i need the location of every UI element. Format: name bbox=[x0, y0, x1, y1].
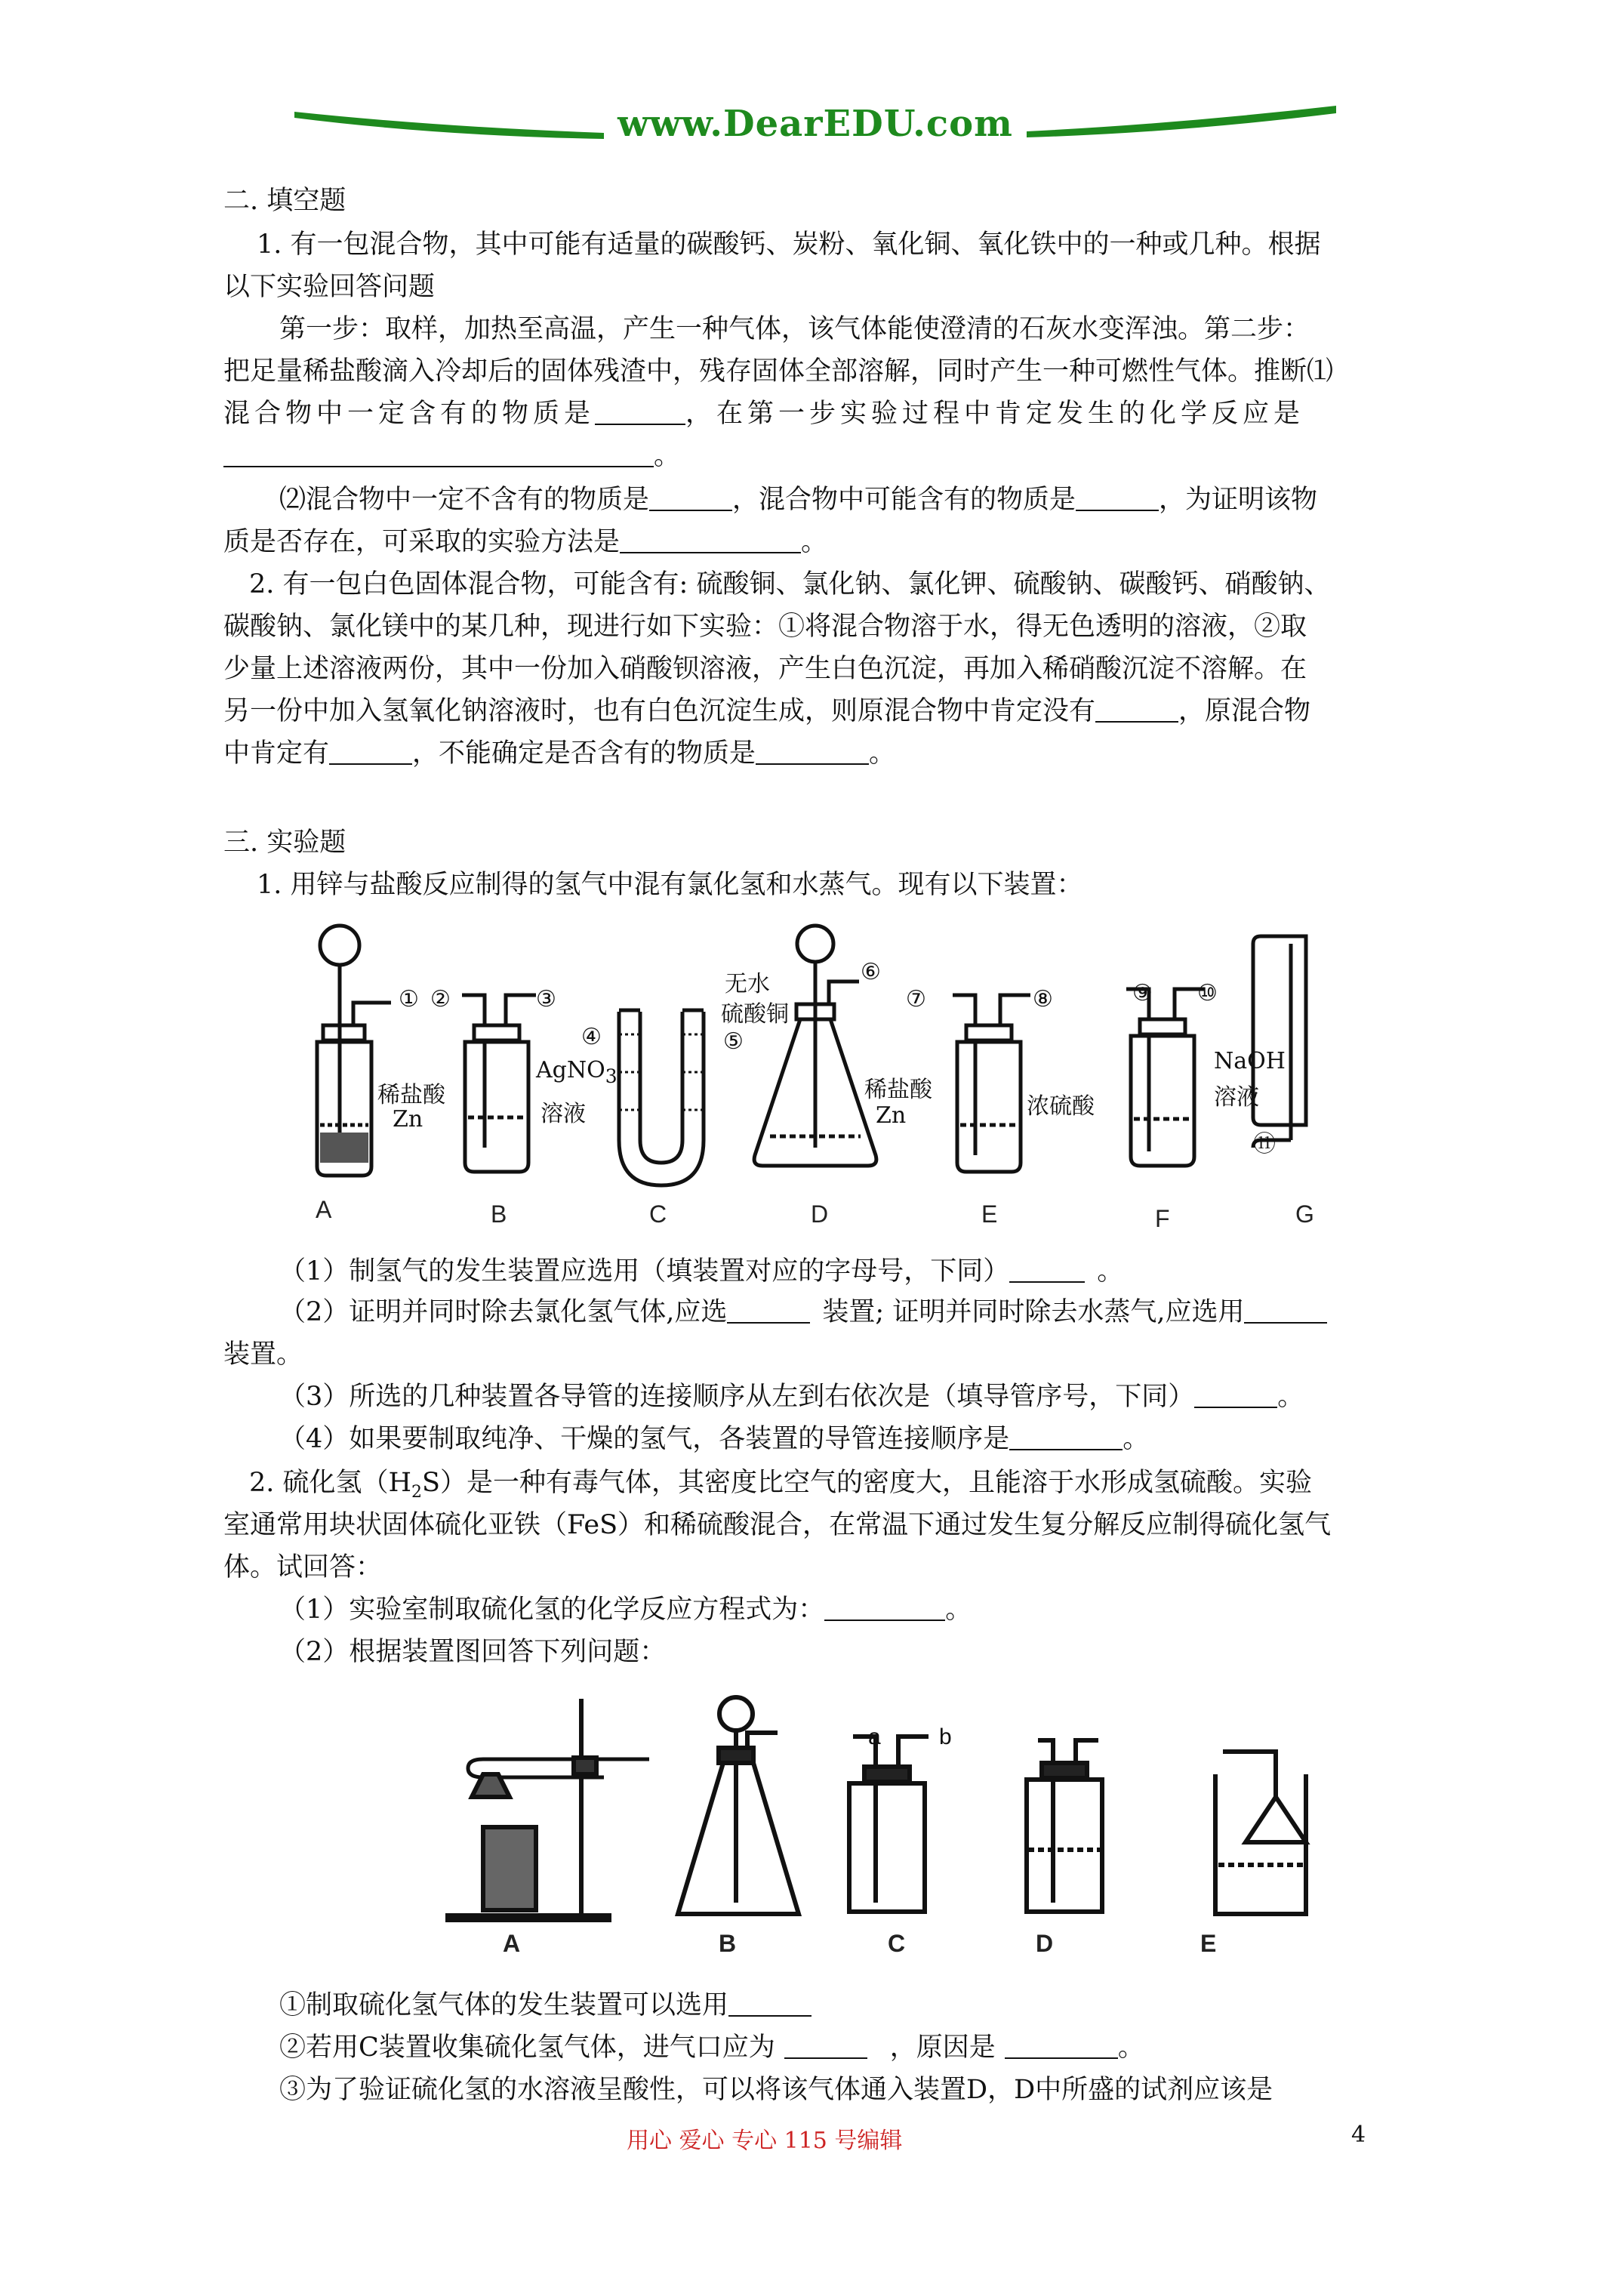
text: 2. 硫化氢（H bbox=[249, 1468, 412, 1498]
q3-2-line: 室通常用块状固体硫化亚铁（FeS）和稀硫酸混合，在常温下通过发生复分解反应制得硫化氢气 bbox=[223, 1510, 1332, 1540]
q2-1-line bbox=[223, 439, 680, 473]
q3-2-line bbox=[249, 1466, 1312, 1509]
q3-2-sub: （2）根据装置图回答下列问题： bbox=[279, 1637, 667, 1667]
answer-blank[interactable] bbox=[1095, 698, 1178, 723]
apparatus-label: B bbox=[719, 1930, 737, 1957]
q2-1-line: 1. 有一包混合物，其中可能有适量的碳酸钙、炭粉、氧化铜、氧化铁中的一种或几种。根据 bbox=[257, 230, 1321, 260]
section-title: 二. 填空题 bbox=[223, 186, 346, 216]
apparatus-b-icon bbox=[462, 995, 536, 1172]
q2-1-line: 以下实验回答问题 bbox=[223, 272, 436, 302]
apparatus-label: B bbox=[491, 1200, 507, 1228]
label-conc-sulfuric: 浓硫酸 bbox=[1027, 1093, 1095, 1120]
q3-1-sub bbox=[279, 1296, 1327, 1329]
text: 。 bbox=[869, 738, 896, 769]
q2-1-line bbox=[223, 397, 1304, 430]
port-6: ⑥ bbox=[861, 959, 881, 985]
q3-1-sub bbox=[279, 1380, 1304, 1413]
text: 2 bbox=[411, 1483, 423, 1502]
apparatus-f-icon bbox=[1126, 989, 1205, 1166]
answer-blank[interactable] bbox=[649, 487, 732, 511]
q2-2-line bbox=[223, 695, 1310, 728]
text: ，在第一步实验过程中肯定发生的化学反应是 bbox=[685, 399, 1305, 429]
port-9: ⑨ bbox=[1132, 980, 1153, 1006]
q3-1-sub bbox=[279, 1422, 1149, 1456]
text: ，原因是 bbox=[889, 2032, 996, 2063]
answer-blank[interactable] bbox=[1076, 487, 1159, 511]
port-10: ⑩ bbox=[1197, 980, 1218, 1006]
port-3: ③ bbox=[536, 986, 556, 1012]
site-logo bbox=[287, 97, 1344, 149]
q2-1-line: 第一步：取样，加热至高温，产生一种气体，该气体能使澄清的石灰水变浑浊。第二步： bbox=[279, 314, 1310, 344]
text: ，混合物中可能含有的物质是 bbox=[732, 485, 1076, 515]
q3-2-line: 体。试回答： bbox=[223, 1552, 383, 1583]
text: 装置; 证明并同时除去水蒸气,应选用 bbox=[822, 1297, 1245, 1327]
apparatus-label: C bbox=[649, 1200, 667, 1228]
label-zn: Zn bbox=[393, 1106, 423, 1133]
text: 。 bbox=[1123, 1424, 1150, 1454]
label-dilute-hcl: 稀盐酸 bbox=[377, 1082, 445, 1108]
q3-1-sub bbox=[279, 1255, 1123, 1288]
apparatus-label: E bbox=[981, 1200, 998, 1228]
text: 质是否存在，可采取的实验方法是 bbox=[223, 527, 621, 557]
answer-blank[interactable] bbox=[1194, 1384, 1277, 1408]
apparatus-a-icon bbox=[317, 926, 391, 1176]
label-zn: Zn bbox=[876, 1102, 907, 1129]
apparatus-label: E bbox=[1200, 1930, 1217, 1957]
apparatus-label: D bbox=[811, 1200, 829, 1228]
text: 。 bbox=[801, 527, 828, 557]
q2-2-line: 少量上述溶液两份，其中一份加入硝酸钡溶液，产生白色沉淀，再加入稀硝酸沉淀不溶解。在 bbox=[223, 654, 1307, 684]
apparatus-d-bottle-icon bbox=[1027, 1740, 1102, 1912]
q3-2-item bbox=[279, 2031, 1144, 2064]
label-agno3 bbox=[536, 1057, 617, 1087]
port-2: ② bbox=[430, 986, 451, 1012]
label-naoh: NaOH bbox=[1214, 1048, 1286, 1074]
apparatus-c-u-tube-icon bbox=[619, 1010, 704, 1185]
port-a: a bbox=[868, 1724, 881, 1749]
answer-blank[interactable] bbox=[595, 401, 685, 425]
text: 另一份中加入氢氧化钠溶液时，也有白色沉淀生成，则原混合物中肯定没有 bbox=[223, 696, 1096, 726]
text: ①制取硫化氢气体的发生装置可以选用 bbox=[279, 1990, 729, 2020]
q2-1-line bbox=[223, 525, 827, 559]
apparatus-label: A bbox=[316, 1196, 332, 1223]
q2-2-line: 2. 有一包白色固体混合物，可能含有: 硫酸铜、氯化钠、氯化钾、硫酸钠、碳酸钙、硝酸钠、 bbox=[249, 569, 1331, 599]
answer-blank[interactable] bbox=[1009, 1426, 1123, 1450]
port-8: ⑧ bbox=[1033, 986, 1053, 1012]
port-b: b bbox=[939, 1724, 952, 1749]
apparatus-label: G bbox=[1295, 1200, 1314, 1228]
label-dilute-hcl: 稀盐酸 bbox=[864, 1077, 932, 1103]
text: （3）所选的几种装置各导管的连接顺序从左到右依次是（填导管序号，下同） bbox=[279, 1382, 1195, 1412]
apparatus-diagram-2 bbox=[438, 1691, 1404, 1978]
footer-slogan: 用心 爱心 专心 115 号编辑 bbox=[627, 2128, 903, 2154]
text: ，不能确定是否含有的物质是 bbox=[412, 738, 756, 769]
text: 3 bbox=[605, 1065, 617, 1087]
answer-blank[interactable] bbox=[329, 741, 412, 765]
text: （1）制氢气的发生装置应选用（填装置对应的字母号，下同） bbox=[279, 1256, 1010, 1287]
text: （4）如果要制取纯净、干燥的氢气，各装置的导管连接顺序是 bbox=[279, 1424, 1010, 1454]
label-solution: 溶液 bbox=[540, 1101, 586, 1127]
text: 。 bbox=[1117, 2032, 1144, 2063]
text: AgNO bbox=[536, 1057, 605, 1083]
answer-blank[interactable] bbox=[620, 529, 801, 553]
text: 。 bbox=[1277, 1382, 1304, 1412]
apparatus-label: A bbox=[503, 1930, 521, 1957]
q3-2-sub bbox=[279, 1593, 972, 1626]
port-7: ⑦ bbox=[906, 986, 926, 1012]
apparatus-e-icon bbox=[953, 995, 1030, 1172]
q3-2-item: ③为了验证硫化氢的水溶液呈酸性，可以将该气体通入装置D，D中所盛的试剂应该是 bbox=[279, 2075, 1273, 2105]
apparatus-b-flask-icon bbox=[678, 1697, 799, 1914]
text: ，原混合物 bbox=[1178, 696, 1311, 726]
text: （2）证明并同时除去氯化氢气体,应选 bbox=[279, 1297, 728, 1327]
apparatus-label: F bbox=[1155, 1205, 1170, 1232]
apparatus-label: C bbox=[888, 1930, 906, 1957]
answer-blank[interactable] bbox=[1005, 2035, 1118, 2059]
text: 。 bbox=[1097, 1256, 1124, 1287]
port-1: ① bbox=[399, 986, 419, 1012]
apparatus-label: D bbox=[1036, 1930, 1054, 1957]
apparatus-e-beaker-icon bbox=[1215, 1752, 1306, 1914]
label-copper-sulfate: 硫酸铜 bbox=[721, 1001, 789, 1028]
q3-1-line: 1. 用锌与盐酸反应制得的氢气中混有氯化氢和水蒸气。现有以下装置： bbox=[257, 870, 1083, 900]
q2-2-line bbox=[223, 737, 895, 770]
text: ②若用C装置收集硫化氢气体，进气口应为 bbox=[279, 2032, 775, 2063]
apparatus-a-stand-icon bbox=[445, 1699, 649, 1918]
apparatus-d-flask-icon bbox=[754, 926, 876, 1166]
q2-1-line: 把足量稀盐酸滴入冷却后的固体残渣中，残存固体全部溶解，同时产生一种可燃性气体。推断⑴ bbox=[223, 356, 1334, 387]
label-solution: 溶液 bbox=[1214, 1084, 1259, 1111]
text: ，为证明该物 bbox=[1159, 485, 1318, 515]
answer-blank[interactable] bbox=[728, 1992, 812, 2017]
page-number: 4 bbox=[1351, 2122, 1366, 2148]
answer-blank[interactable] bbox=[1244, 1299, 1327, 1324]
text: （1）实验室制取硫化氢的化学反应方程式为： bbox=[279, 1595, 825, 1625]
answer-blank[interactable] bbox=[756, 741, 869, 765]
q3-2-item bbox=[279, 1989, 812, 2022]
text: 中肯定有 bbox=[223, 738, 330, 769]
q2-1-line bbox=[279, 483, 1317, 516]
q3-1-sub: 装置。 bbox=[223, 1339, 303, 1370]
port-4: ④ bbox=[581, 1024, 602, 1050]
label-anhydrous: 无水 bbox=[725, 971, 770, 997]
answer-blank[interactable] bbox=[784, 2035, 867, 2059]
text: 混合物中一定含有的物质是 bbox=[223, 399, 596, 429]
apparatus-c-bottle-icon bbox=[849, 1737, 929, 1912]
answer-blank[interactable] bbox=[727, 1299, 810, 1324]
text: ⑵混合物中一定不含有的物质是 bbox=[279, 485, 650, 515]
text: S）是一种有毒气体，其密度比空气的密度大，且能溶于水形成氢硫酸。实验 bbox=[422, 1468, 1313, 1498]
section-title: 三. 实验题 bbox=[223, 827, 346, 858]
apparatus-diagram-1 bbox=[287, 921, 1344, 1193]
text: 。 bbox=[654, 441, 681, 471]
q2-2-line: 碳酸钠、氯化镁中的某几种，现进行如下实验：①将混合物溶于水，得无色透明的溶液，②取 bbox=[223, 612, 1307, 642]
answer-blank[interactable] bbox=[1009, 1259, 1085, 1283]
apparatus-g-collection-bottle-icon bbox=[1253, 936, 1306, 1148]
answer-blank[interactable] bbox=[824, 1597, 945, 1621]
port-5: ⑤ bbox=[723, 1028, 744, 1055]
answer-blank[interactable] bbox=[223, 443, 654, 467]
port-11: ⑪ bbox=[1253, 1131, 1276, 1157]
text: 。 bbox=[945, 1595, 972, 1625]
site-name: www.DearEDU.com bbox=[617, 103, 1013, 145]
